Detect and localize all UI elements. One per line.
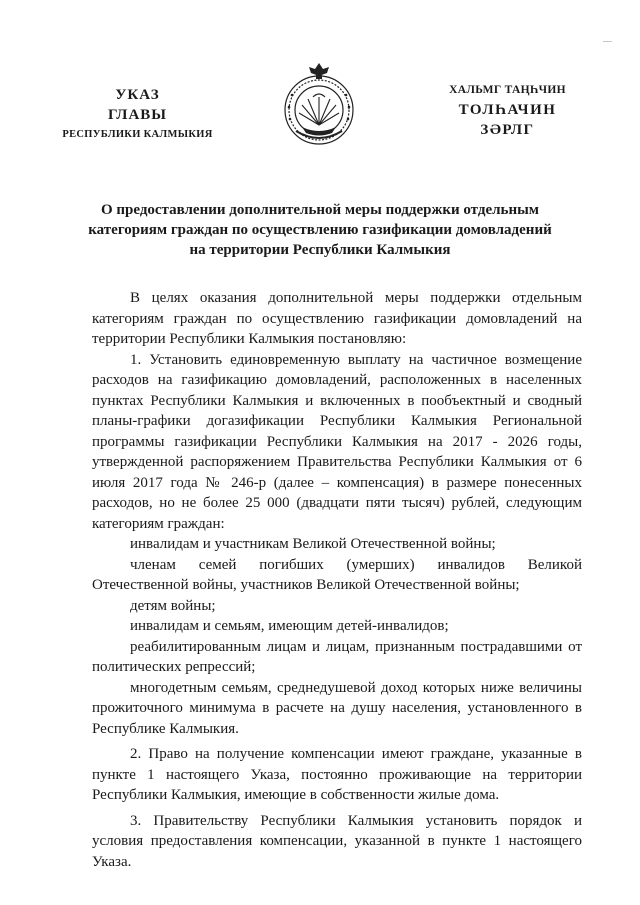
header-right-line2: ТОЛҺАЧИН <box>458 102 557 118</box>
header-left-glavy: ГЛАВЫ <box>107 107 168 123</box>
document-body <box>92 288 582 872</box>
paragraph-item-1: 1. Установить единовременную выплату на частичное возмещение расходов на газификацию домовладений, расположенных в населенных пунктах Республики Калмыкия и включенных в пообъектный и сводный планы-графики догазификации Республики Калмыкия Региональной программы газификации Республики Калмыкия на 2017 - 2026 годы, утвержденной распоряжением Правительства Республики Калмыкия от 6 июля 2017 года № 246-р (далее – компенсация) в размере понесенных расходов, но не более 25 000 (двадцати пяти тысяч) рублей, следующим категориям граждан: <box>92 351 582 532</box>
list-item-rehabilitated: реабилитированным лицам и лицам, признанным пострадавшими от политических репрессий; <box>92 638 582 675</box>
corner-mark: — <box>603 36 612 46</box>
list-item-veterans: инвалидам и участникам Великой Отечественной войны; <box>130 536 496 552</box>
paragraph-intro: В целях оказания дополнительной меры поддержки отдельным категориям граждан по осуществлению газификации домовладений на территории Республики Калмыкия постановляю: <box>92 290 582 347</box>
header-right-block <box>420 80 595 140</box>
title-line-1: О предоставлении дополнительной меры поддержки отдельным <box>100 202 540 218</box>
header-left-republic: РЕСПУБЛИКИ КАЛМЫКИЯ <box>62 129 213 140</box>
title-line-2: категориям граждан по осуществлению газификации домовладений <box>88 222 552 238</box>
header-right-line1: ХАЛЬМГ ТАҢҺЧИН <box>449 84 566 96</box>
kalmykia-coat-of-arms-icon <box>280 55 358 151</box>
list-item-disabled: инвалидам и семьям, имеющим детей-инвалидов; <box>130 618 449 634</box>
header-left-ukaz: УКАЗ <box>115 87 160 103</box>
list-item-family-members: членам семей погибших (умерших) инвалидов Великой Отечественной войны, участников Великой Отечественной войны; <box>92 556 582 593</box>
list-item-large-families: многодетным семьям, среднедушевой доход которых ниже величины прожиточного минимума в расчете на душу населения, установленного в Республике Калмыкия. <box>92 679 582 737</box>
header-left-block <box>50 85 225 145</box>
title-line-3: на территории Республики Калмыкия <box>189 242 451 258</box>
list-item-war-children: детям войны; <box>130 597 216 614</box>
paragraph-item-3: 3. Правительству Республики Калмыкия установить порядок и условия предоставления компенсации, указанной в пункте 1 настоящего Указа. <box>92 812 582 870</box>
header-right-line3: ЗӘРЛГ <box>480 122 535 138</box>
paragraph-item-2: 2. Право на получение компенсации имеют граждане, указанные в пункте 1 настоящего Указа, постоянно проживающие на территории Республики Калмыкия, имеющие в собственности жилые дома. <box>92 746 582 803</box>
document-title <box>60 200 580 260</box>
